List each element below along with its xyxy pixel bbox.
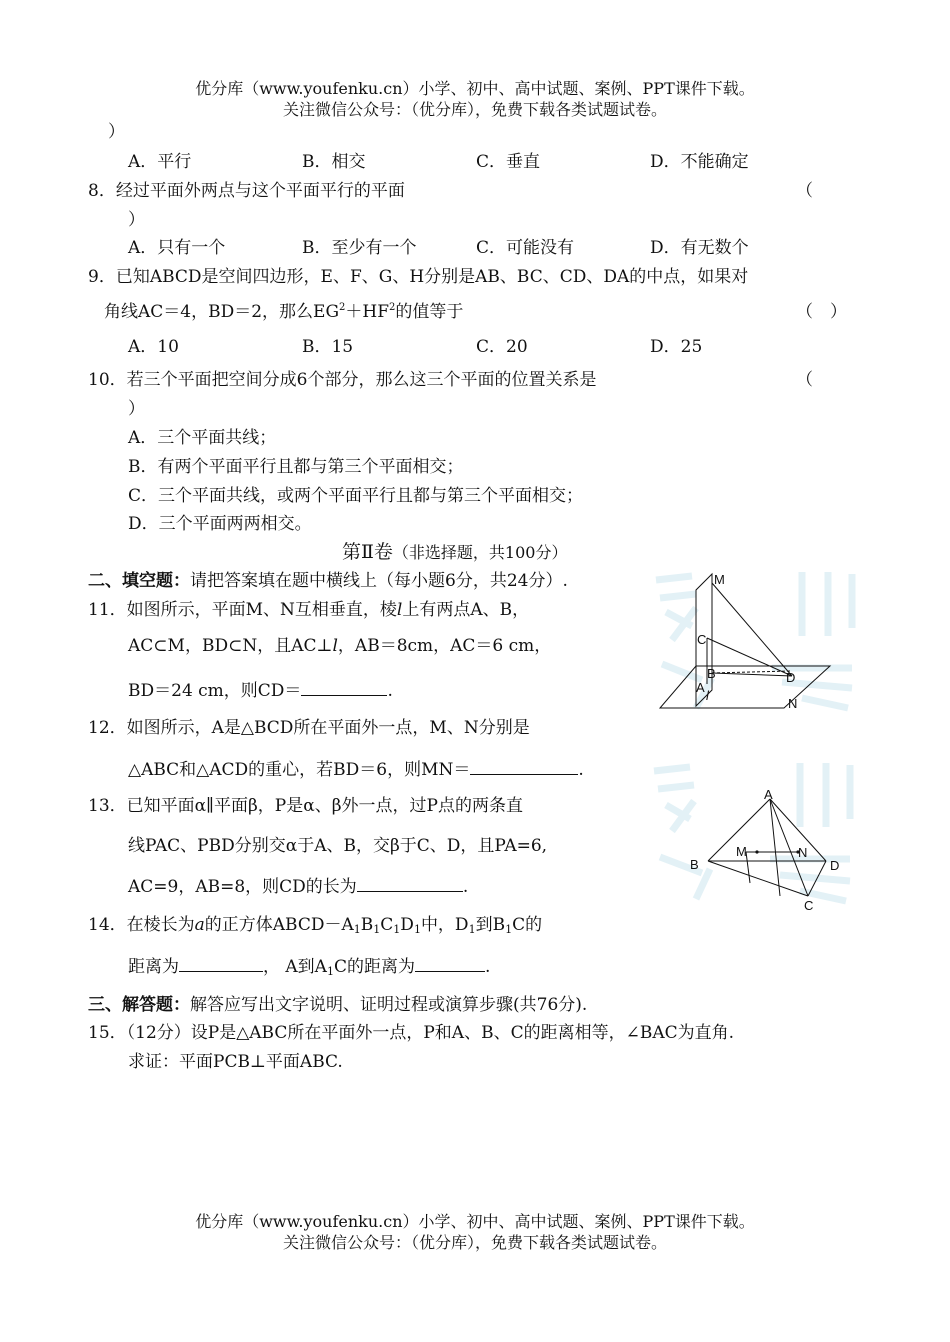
label-b: B: [707, 666, 716, 681]
label-m: M: [714, 572, 725, 587]
q7-option-d: D．不能确定: [650, 152, 749, 172]
part2-subtitle: （非选择题，共100分）: [392, 543, 568, 562]
q11-line-3: BD＝24 cm，则CD＝ .: [128, 681, 393, 701]
label-c: C: [804, 898, 814, 913]
q10-option-a: A．三个平面共线；: [128, 428, 277, 448]
q9-option-d: D．25: [650, 337, 703, 357]
fill-heading: 二、填空题：请把答案填在题中横线上（每小题6分，共24分）.: [88, 571, 568, 591]
q10-option-c: C．三个平面共线，或两个平面平行且都与第三个平面相交；: [128, 486, 584, 506]
q11-line-2: AC⊂M，BD⊂N，且AC⊥l，AB＝8cm，AC＝6 cm，: [128, 636, 552, 656]
header-line-1: 优分库（www.youfenku.cn）小学、初中、高中试题、案例、PPT课件下载。: [195, 79, 755, 98]
q7-option-b: B．相交: [302, 152, 366, 172]
q7-close-paren: ）: [108, 122, 125, 142]
q8-stem: 8．经过平面外两点与这个平面平行的平面: [88, 181, 405, 201]
q12-line-2: △ABC和△ACD的重心，若BD＝6，则MN＝ .: [128, 760, 584, 780]
part2-title: 第Ⅱ卷: [342, 541, 393, 563]
label-d: D: [786, 670, 796, 685]
label-d: D: [830, 858, 840, 873]
q13-line-2: 线PAC、PBD分别交α于A、B，交β于C、D，且PA=6,: [128, 836, 548, 856]
q10-stem: 10．若三个平面把空间分成6个部分，那么这三个平面的位置关系是: [88, 370, 597, 390]
q15-line-1: 15．（12分）设P是△ABC所在平面外一点，P和A、B、C的距离相等，∠BAC为直角.: [88, 1023, 735, 1043]
part2-heading: [342, 542, 567, 563]
q9-option-c: C．20: [476, 337, 528, 357]
q14-line-1: 14．在棱长为a的正方体$ABCD-A_1B_1C_1D_1$中，$D_1$到$B_1C$的: [88, 915, 543, 936]
q10-open-paren: （: [796, 370, 813, 390]
q10-option-b: B．有两个平面平行且都与第三个平面相交；: [128, 457, 464, 477]
q10-option-d: D．三个平面两两相交。: [128, 514, 312, 534]
label-l: l: [706, 688, 709, 703]
label-a: A: [696, 680, 705, 695]
q9-line-1: 9．已知ABCD是空间四边形，E、F、G、H分别是AB、BC、CD、DA的中点，如果对: [88, 267, 749, 287]
q11-answer-blank: [301, 679, 387, 696]
q8-option-d: D．有无数个: [650, 238, 749, 258]
q8-open-paren: （: [796, 181, 813, 201]
label-m: M: [736, 844, 747, 859]
label-n: N: [788, 696, 798, 711]
figure-perpendicular-planes: [652, 568, 860, 718]
label-c: C: [697, 632, 707, 647]
q9-paren: （ ）: [796, 302, 847, 322]
q13-answer-blank: [357, 875, 463, 892]
q9-option-b: B．15: [302, 337, 354, 357]
q12-answer-blank: [470, 758, 578, 775]
point-m: [755, 850, 758, 853]
q14-line-2: 距离为 ， A到$A_1C$的距离为 .: [128, 957, 491, 978]
label-a: A: [764, 787, 773, 802]
q13-line-1: 13．已知平面α∥平面β，P是α、β外一点，过P点的两条直: [88, 796, 523, 816]
figure-tetrahedron: [650, 757, 860, 917]
q11-line-1: 11．如图所示，平面M、N互相垂直，棱l上有两点A、B，: [88, 600, 530, 620]
q12-line-1: 12．如图所示，A是△BCD所在平面外一点，M、N分别是: [88, 718, 530, 738]
q13-line-3: AC=9，AB=8，则CD的长为 .: [128, 877, 469, 897]
footer-line-2: 关注微信公众号：（优分库），免费下载各类试题试卷。: [282, 1233, 667, 1252]
solve-heading: 三、解答题：解答应写出文字说明、证明过程或演算步骤(共76分).: [88, 995, 588, 1015]
q15-line-2: 求证：平面PCB⊥平面ABC.: [128, 1052, 343, 1072]
q14-answer-blank-1: [179, 955, 263, 972]
q14-answer-blank-2: [415, 955, 485, 972]
q8-option-a: A．只有一个: [128, 238, 226, 258]
q9-line-2: 角线AC＝4，BD＝2，那么$EG^2+HF^2$的值等于: [104, 302, 464, 322]
footer-line-1: 优分库（www.youfenku.cn）小学、初中、高中试题、案例、PPT课件下载。: [195, 1212, 755, 1231]
q8-option-c: C．可能没有: [476, 238, 575, 258]
q8-close-paren: ）: [128, 210, 145, 230]
label-n: N: [798, 845, 808, 860]
q9-option-a: A．10: [128, 337, 179, 357]
header-line-2: 关注微信公众号：（优分库），免费下载各类试题试卷。: [282, 100, 667, 119]
label-b: B: [690, 857, 699, 872]
q10-close-paren: ）: [128, 399, 145, 419]
q7-option-a: A．平行: [128, 152, 192, 172]
q8-option-b: B．至少有一个: [302, 238, 417, 258]
q7-option-c: C．垂直: [476, 152, 541, 172]
